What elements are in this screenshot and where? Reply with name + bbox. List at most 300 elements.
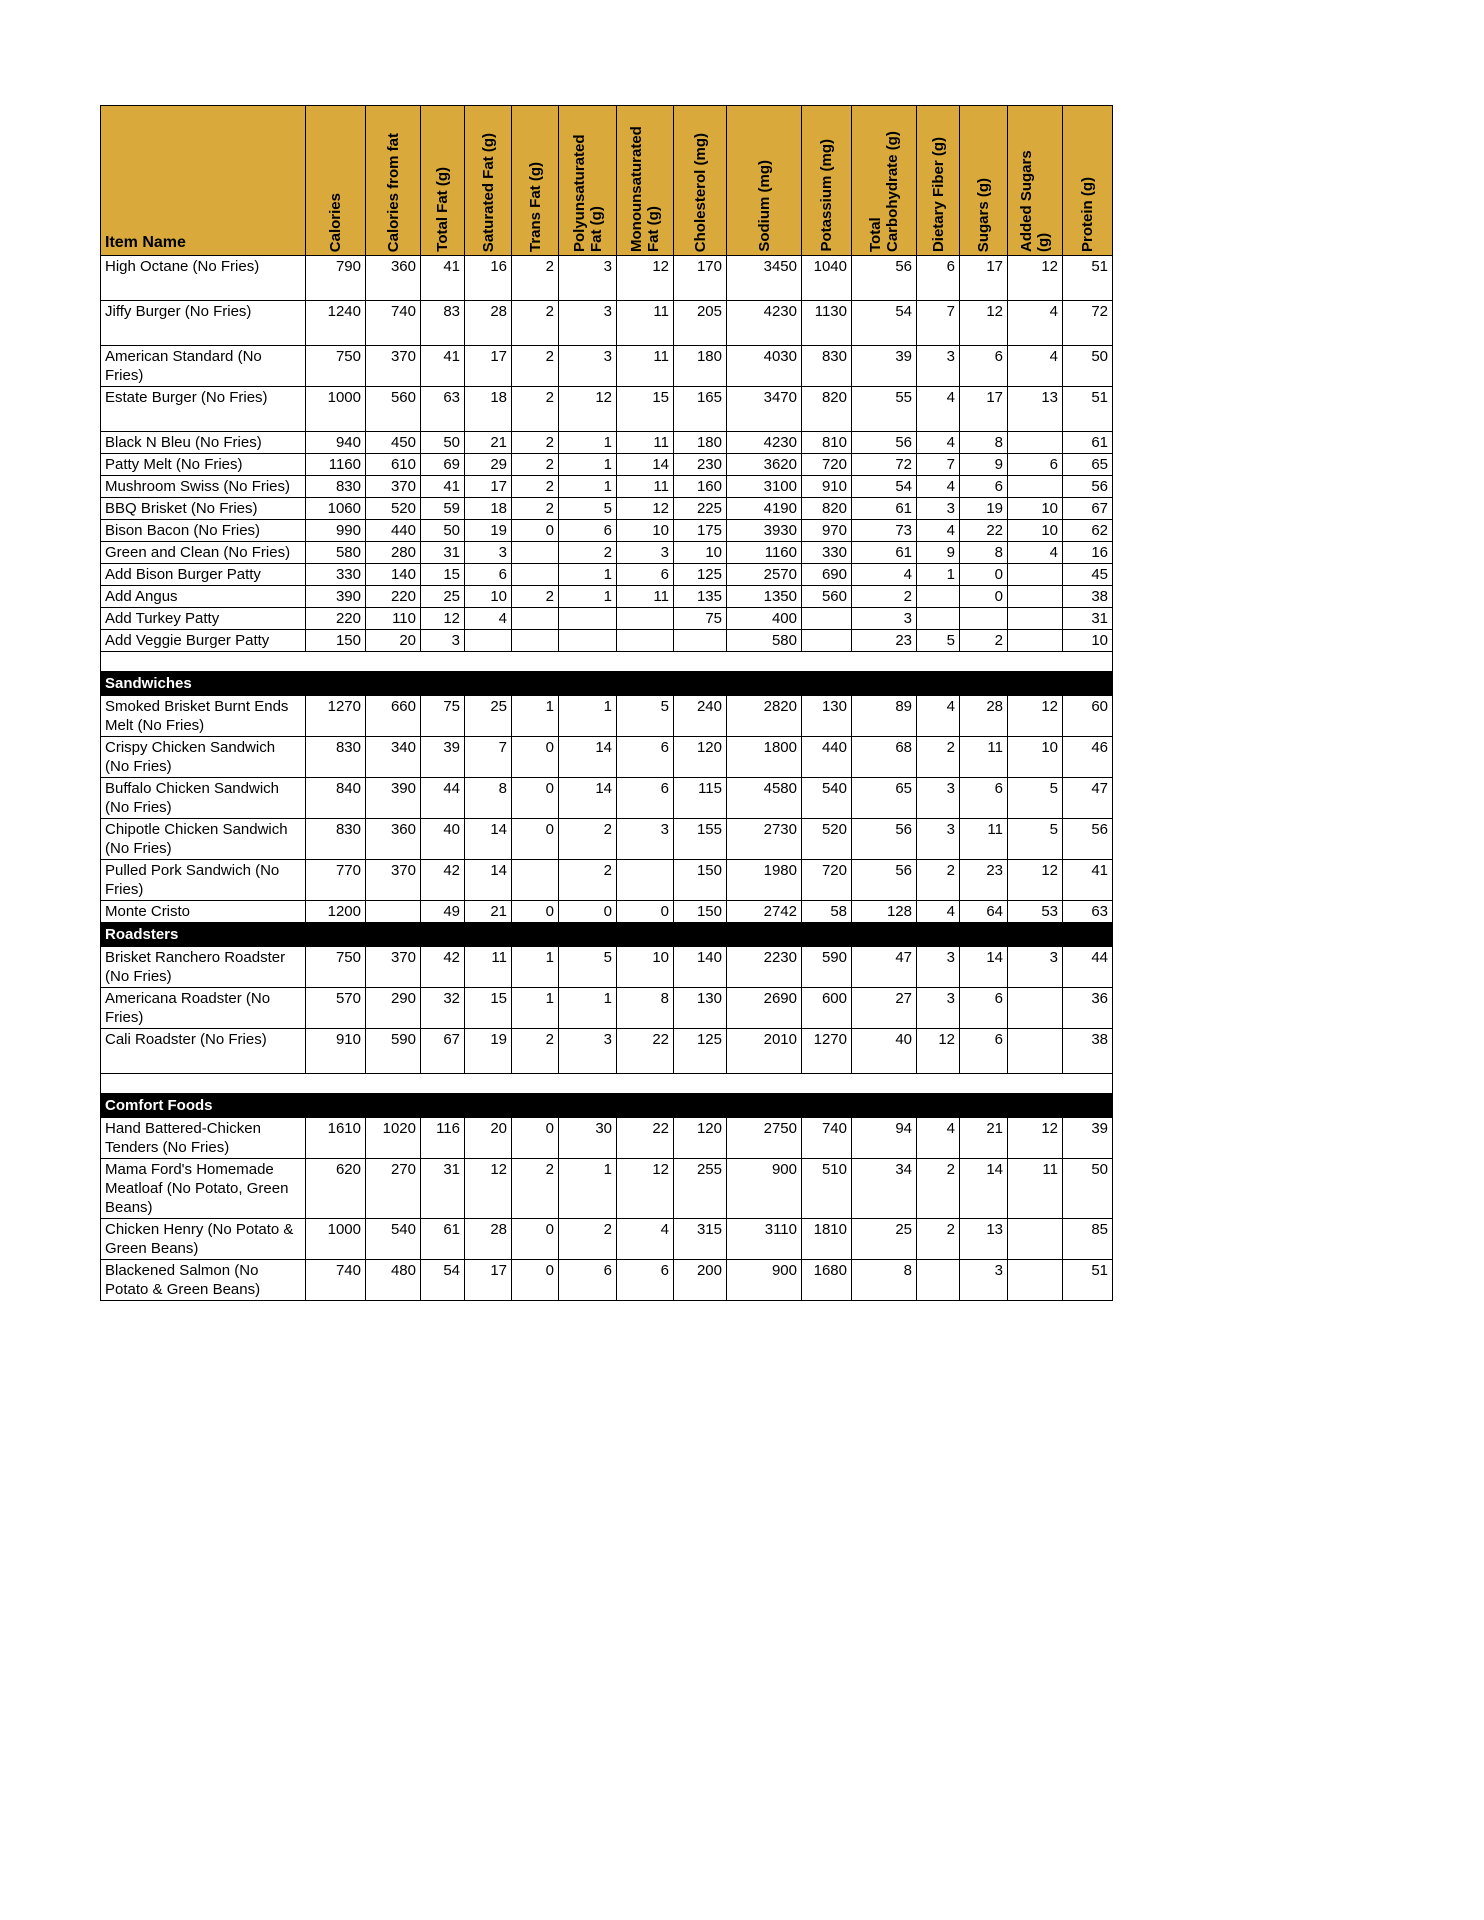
table-row	[101, 901, 1113, 923]
item-name-cell: Chipotle Chicken Sandwich (No Fries)	[101, 819, 306, 860]
value-cell: 340	[366, 737, 421, 778]
value-cell: 230	[674, 454, 727, 476]
value-cell: 12	[1008, 860, 1063, 901]
value-cell: 12	[1008, 696, 1063, 737]
value-cell: 330	[306, 564, 366, 586]
value-cell: 170	[674, 256, 727, 301]
value-cell: 20	[366, 630, 421, 652]
table-row	[101, 564, 1113, 586]
value-cell: 560	[366, 387, 421, 432]
table-row	[101, 1159, 1113, 1219]
value-cell: 3	[465, 542, 512, 564]
value-cell: 2	[559, 860, 617, 901]
value-cell: 11	[617, 432, 674, 454]
value-cell: 56	[852, 256, 917, 301]
value-cell: 5	[1008, 778, 1063, 819]
value-cell: 660	[366, 696, 421, 737]
item-name-cell: Add Bison Burger Patty	[101, 564, 306, 586]
item-name-cell: Crispy Chicken Sandwich (No Fries)	[101, 737, 306, 778]
value-cell: 2742	[727, 901, 802, 923]
column-header	[917, 106, 960, 256]
value-cell: 3	[421, 630, 465, 652]
value-cell: 910	[802, 476, 852, 498]
value-cell: 1	[559, 1159, 617, 1219]
value-cell: 12	[421, 608, 465, 630]
value-cell: 620	[306, 1159, 366, 1219]
value-cell: 2	[917, 860, 960, 901]
item-name-cell: Smoked Brisket Burnt Ends Melt (No Fries)	[101, 696, 306, 737]
value-cell: 6	[960, 1029, 1008, 1074]
value-cell: 220	[306, 608, 366, 630]
value-cell: 1160	[727, 542, 802, 564]
value-cell: 740	[366, 301, 421, 346]
value-cell	[1008, 988, 1063, 1029]
value-cell: 830	[306, 737, 366, 778]
column-header	[306, 106, 366, 256]
value-cell: 41	[421, 256, 465, 301]
value-cell	[1008, 564, 1063, 586]
value-cell: 255	[674, 1159, 727, 1219]
value-cell: 83	[421, 301, 465, 346]
value-cell: 14	[559, 737, 617, 778]
value-cell: 16	[465, 256, 512, 301]
value-cell	[917, 586, 960, 608]
value-cell: 150	[674, 901, 727, 923]
value-cell: 10	[674, 542, 727, 564]
value-cell: 1040	[802, 256, 852, 301]
value-cell: 3	[559, 346, 617, 387]
value-cell	[512, 630, 559, 652]
value-cell: 61	[421, 1219, 465, 1260]
value-cell: 820	[802, 498, 852, 520]
value-cell	[1008, 432, 1063, 454]
value-cell: 6	[960, 988, 1008, 1029]
value-cell: 63	[421, 387, 465, 432]
value-cell: 15	[617, 387, 674, 432]
value-cell: 750	[306, 346, 366, 387]
value-cell: 1	[512, 988, 559, 1029]
value-cell: 1020	[366, 1118, 421, 1159]
value-cell	[802, 608, 852, 630]
table-row	[101, 346, 1113, 387]
value-cell: 4	[917, 696, 960, 737]
value-cell: 85	[1063, 1219, 1113, 1260]
value-cell: 155	[674, 819, 727, 860]
value-cell: 4	[617, 1219, 674, 1260]
value-cell: 810	[802, 432, 852, 454]
value-cell: 11	[617, 346, 674, 387]
value-cell: 2	[512, 1159, 559, 1219]
value-cell: 370	[366, 476, 421, 498]
value-cell: 42	[421, 947, 465, 988]
value-cell: 11	[617, 586, 674, 608]
value-cell: 3450	[727, 256, 802, 301]
table-body	[101, 256, 1113, 1301]
column-header	[727, 106, 802, 256]
item-name-cell: Mama Ford's Homemade Meatloaf (No Potato, Green Beans)	[101, 1159, 306, 1219]
item-name-cell: Cali Roadster (No Fries)	[101, 1029, 306, 1074]
value-cell: 67	[421, 1029, 465, 1074]
value-cell: 2	[512, 1029, 559, 1074]
value-cell: 1810	[802, 1219, 852, 1260]
column-header-label: Potassium (mg)	[818, 139, 835, 252]
value-cell: 6	[617, 778, 674, 819]
value-cell: 370	[366, 346, 421, 387]
value-cell: 1270	[306, 696, 366, 737]
value-cell: 4	[1008, 301, 1063, 346]
value-cell: 59	[421, 498, 465, 520]
spacer-cell	[101, 1074, 1113, 1094]
value-cell: 5	[559, 498, 617, 520]
value-cell: 0	[512, 520, 559, 542]
value-cell: 75	[421, 696, 465, 737]
value-cell: 14	[465, 860, 512, 901]
value-cell: 6	[960, 346, 1008, 387]
value-cell: 6	[960, 476, 1008, 498]
value-cell	[559, 630, 617, 652]
value-cell: 3	[960, 1260, 1008, 1301]
nutrition-table	[100, 105, 1113, 1301]
value-cell: 2	[512, 301, 559, 346]
value-cell: 175	[674, 520, 727, 542]
value-cell: 61	[1063, 432, 1113, 454]
value-cell: 4	[917, 1118, 960, 1159]
value-cell: 0	[512, 819, 559, 860]
value-cell: 990	[306, 520, 366, 542]
value-cell: 51	[1063, 256, 1113, 301]
value-cell: 4	[465, 608, 512, 630]
value-cell: 51	[1063, 387, 1113, 432]
value-cell: 41	[421, 346, 465, 387]
value-cell: 720	[802, 860, 852, 901]
value-cell: 3	[917, 819, 960, 860]
value-cell: 840	[306, 778, 366, 819]
column-header-label: Monounsaturated Fat (g)	[628, 126, 662, 252]
table-row	[101, 498, 1113, 520]
column-header	[960, 106, 1008, 256]
value-cell: 19	[960, 498, 1008, 520]
value-cell: 830	[802, 346, 852, 387]
column-header-label: Calories from fat	[384, 132, 402, 252]
value-cell: 50	[1063, 346, 1113, 387]
value-cell: 12	[1008, 1118, 1063, 1159]
value-cell: 10	[465, 586, 512, 608]
value-cell	[512, 564, 559, 586]
value-cell: 50	[421, 520, 465, 542]
value-cell: 15	[421, 564, 465, 586]
value-cell: 12	[960, 301, 1008, 346]
value-cell: 450	[366, 432, 421, 454]
value-cell: 65	[852, 778, 917, 819]
value-cell: 8	[465, 778, 512, 819]
value-cell: 11	[465, 947, 512, 988]
value-cell: 8	[960, 542, 1008, 564]
value-cell: 14	[559, 778, 617, 819]
value-cell: 2	[512, 476, 559, 498]
value-cell: 16	[1063, 542, 1113, 564]
value-cell: 21	[465, 901, 512, 923]
value-cell: 7	[917, 301, 960, 346]
value-cell: 30	[559, 1118, 617, 1159]
value-cell: 23	[960, 860, 1008, 901]
value-cell: 72	[852, 454, 917, 476]
value-cell	[617, 860, 674, 901]
value-cell: 38	[1063, 1029, 1113, 1074]
value-cell: 94	[852, 1118, 917, 1159]
value-cell: 13	[1008, 387, 1063, 432]
value-cell: 4	[1008, 346, 1063, 387]
value-cell: 34	[852, 1159, 917, 1219]
value-cell: 3	[917, 778, 960, 819]
value-cell	[512, 860, 559, 901]
value-cell	[917, 1260, 960, 1301]
value-cell: 120	[674, 737, 727, 778]
value-cell	[512, 542, 559, 564]
value-cell: 45	[1063, 564, 1113, 586]
value-cell: 39	[1063, 1118, 1113, 1159]
value-cell: 2690	[727, 988, 802, 1029]
value-cell: 17	[960, 256, 1008, 301]
value-cell: 130	[802, 696, 852, 737]
value-cell: 31	[421, 1159, 465, 1219]
value-cell: 830	[306, 819, 366, 860]
value-cell: 9	[917, 542, 960, 564]
column-header	[1063, 106, 1113, 256]
value-cell: 10	[617, 947, 674, 988]
value-cell: 25	[465, 696, 512, 737]
value-cell: 54	[852, 301, 917, 346]
value-cell: 1000	[306, 1219, 366, 1260]
table-row	[101, 476, 1113, 498]
value-cell: 10	[1008, 520, 1063, 542]
value-cell: 180	[674, 432, 727, 454]
value-cell: 2570	[727, 564, 802, 586]
value-cell: 61	[852, 542, 917, 564]
table-row	[101, 1029, 1113, 1074]
item-name-cell: Blackened Salmon (No Potato & Green Beans)	[101, 1260, 306, 1301]
value-cell: 17	[960, 387, 1008, 432]
value-cell: 2	[917, 737, 960, 778]
value-cell: 1060	[306, 498, 366, 520]
value-cell: 750	[306, 947, 366, 988]
value-cell: 8	[617, 988, 674, 1029]
value-cell: 11	[617, 301, 674, 346]
item-name-cell: Green and Clean (No Fries)	[101, 542, 306, 564]
value-cell: 1	[559, 476, 617, 498]
value-cell: 21	[960, 1118, 1008, 1159]
item-name-cell: Add Angus	[101, 586, 306, 608]
value-cell: 0	[617, 901, 674, 923]
item-name-cell: Pulled Pork Sandwich (No Fries)	[101, 860, 306, 901]
value-cell: 1680	[802, 1260, 852, 1301]
value-cell: 2	[512, 498, 559, 520]
value-cell: 590	[802, 947, 852, 988]
value-cell: 2	[512, 346, 559, 387]
value-cell: 65	[1063, 454, 1113, 476]
table-row	[101, 1260, 1113, 1301]
value-cell: 580	[727, 630, 802, 652]
value-cell: 14	[960, 947, 1008, 988]
value-cell: 4190	[727, 498, 802, 520]
value-cell: 2730	[727, 819, 802, 860]
table-row	[101, 778, 1113, 819]
column-header	[559, 106, 617, 256]
value-cell: 19	[465, 1029, 512, 1074]
table-row	[101, 819, 1113, 860]
value-cell	[617, 608, 674, 630]
item-name-cell: BBQ Brisket (No Fries)	[101, 498, 306, 520]
table-row	[101, 988, 1113, 1029]
value-cell: 6	[617, 564, 674, 586]
value-cell: 390	[366, 778, 421, 819]
value-cell: 1	[559, 586, 617, 608]
value-cell: 22	[617, 1029, 674, 1074]
value-cell: 56	[852, 860, 917, 901]
value-cell: 22	[960, 520, 1008, 542]
value-cell: 50	[1063, 1159, 1113, 1219]
value-cell: 200	[674, 1260, 727, 1301]
value-cell: 5	[559, 947, 617, 988]
value-cell: 29	[465, 454, 512, 476]
value-cell: 47	[1063, 778, 1113, 819]
value-cell: 7	[917, 454, 960, 476]
value-cell: 11	[960, 737, 1008, 778]
table-row	[101, 586, 1113, 608]
value-cell: 2	[960, 630, 1008, 652]
value-cell: 75	[674, 608, 727, 630]
value-cell: 360	[366, 819, 421, 860]
value-cell: 22	[617, 1118, 674, 1159]
value-cell: 14	[617, 454, 674, 476]
value-cell: 14	[465, 819, 512, 860]
value-cell: 540	[802, 778, 852, 819]
value-cell: 2	[559, 542, 617, 564]
value-cell: 120	[674, 1118, 727, 1159]
value-cell: 270	[366, 1159, 421, 1219]
value-cell: 47	[852, 947, 917, 988]
value-cell: 165	[674, 387, 727, 432]
value-cell: 17	[465, 346, 512, 387]
value-cell: 63	[1063, 901, 1113, 923]
value-cell: 4230	[727, 432, 802, 454]
value-cell: 315	[674, 1219, 727, 1260]
value-cell: 5	[917, 630, 960, 652]
value-cell: 13	[960, 1219, 1008, 1260]
value-cell: 1	[559, 988, 617, 1029]
column-header	[421, 106, 465, 256]
table-row	[101, 542, 1113, 564]
value-cell: 820	[802, 387, 852, 432]
value-cell: 4	[917, 387, 960, 432]
column-header	[465, 106, 512, 256]
value-cell: 18	[465, 387, 512, 432]
value-cell: 10	[1008, 737, 1063, 778]
value-cell: 1	[559, 454, 617, 476]
value-cell: 3110	[727, 1219, 802, 1260]
value-cell: 3	[617, 542, 674, 564]
value-cell: 23	[852, 630, 917, 652]
value-cell: 4	[852, 564, 917, 586]
item-name-cell: Estate Burger (No Fries)	[101, 387, 306, 432]
value-cell: 6	[559, 520, 617, 542]
value-cell: 54	[421, 1260, 465, 1301]
value-cell: 4030	[727, 346, 802, 387]
value-cell: 1	[512, 947, 559, 988]
section-header-row	[101, 1094, 1113, 1118]
value-cell: 0	[512, 1260, 559, 1301]
value-cell: 0	[512, 737, 559, 778]
table-row	[101, 737, 1113, 778]
value-cell: 180	[674, 346, 727, 387]
value-cell: 3	[559, 301, 617, 346]
value-cell: 40	[421, 819, 465, 860]
value-cell: 56	[852, 819, 917, 860]
item-name-cell: Black N Bleu (No Fries)	[101, 432, 306, 454]
value-cell: 116	[421, 1118, 465, 1159]
value-cell: 4	[1008, 542, 1063, 564]
value-cell: 42	[421, 860, 465, 901]
table-row	[101, 608, 1113, 630]
value-cell: 160	[674, 476, 727, 498]
value-cell: 940	[306, 432, 366, 454]
value-cell: 370	[366, 947, 421, 988]
column-header	[802, 106, 852, 256]
value-cell: 73	[852, 520, 917, 542]
value-cell: 56	[852, 432, 917, 454]
table-row	[101, 1219, 1113, 1260]
column-header-label: Polyunsaturated Fat (g)	[570, 134, 605, 252]
value-cell: 56	[1063, 819, 1113, 860]
column-header	[512, 106, 559, 256]
item-name-cell: Jiffy Burger (No Fries)	[101, 301, 306, 346]
value-cell: 590	[366, 1029, 421, 1074]
table-row	[101, 301, 1113, 346]
value-cell: 540	[366, 1219, 421, 1260]
value-cell: 740	[306, 1260, 366, 1301]
value-cell: 17	[465, 476, 512, 498]
value-cell: 3	[559, 1029, 617, 1074]
value-cell	[512, 608, 559, 630]
value-cell: 3930	[727, 520, 802, 542]
item-name-cell: Americana Roadster (No Fries)	[101, 988, 306, 1029]
value-cell: 520	[366, 498, 421, 520]
value-cell: 560	[802, 586, 852, 608]
value-cell: 910	[306, 1029, 366, 1074]
spacer-cell	[101, 652, 1113, 672]
value-cell: 1	[559, 432, 617, 454]
value-cell: 400	[727, 608, 802, 630]
spacer-row	[101, 652, 1113, 672]
table-row	[101, 387, 1113, 432]
value-cell: 125	[674, 564, 727, 586]
value-cell: 1000	[306, 387, 366, 432]
value-cell: 280	[366, 542, 421, 564]
value-cell: 115	[674, 778, 727, 819]
value-cell: 520	[802, 819, 852, 860]
column-header	[852, 106, 917, 256]
item-name-cell: Patty Melt (No Fries)	[101, 454, 306, 476]
value-cell: 510	[802, 1159, 852, 1219]
item-name-cell: Buffalo Chicken Sandwich (No Fries)	[101, 778, 306, 819]
value-cell: 9	[960, 454, 1008, 476]
value-cell: 10	[617, 520, 674, 542]
value-cell: 790	[306, 256, 366, 301]
value-cell: 12	[559, 387, 617, 432]
table-row	[101, 256, 1113, 301]
value-cell: 49	[421, 901, 465, 923]
value-cell	[917, 608, 960, 630]
value-cell: 10	[1008, 498, 1063, 520]
